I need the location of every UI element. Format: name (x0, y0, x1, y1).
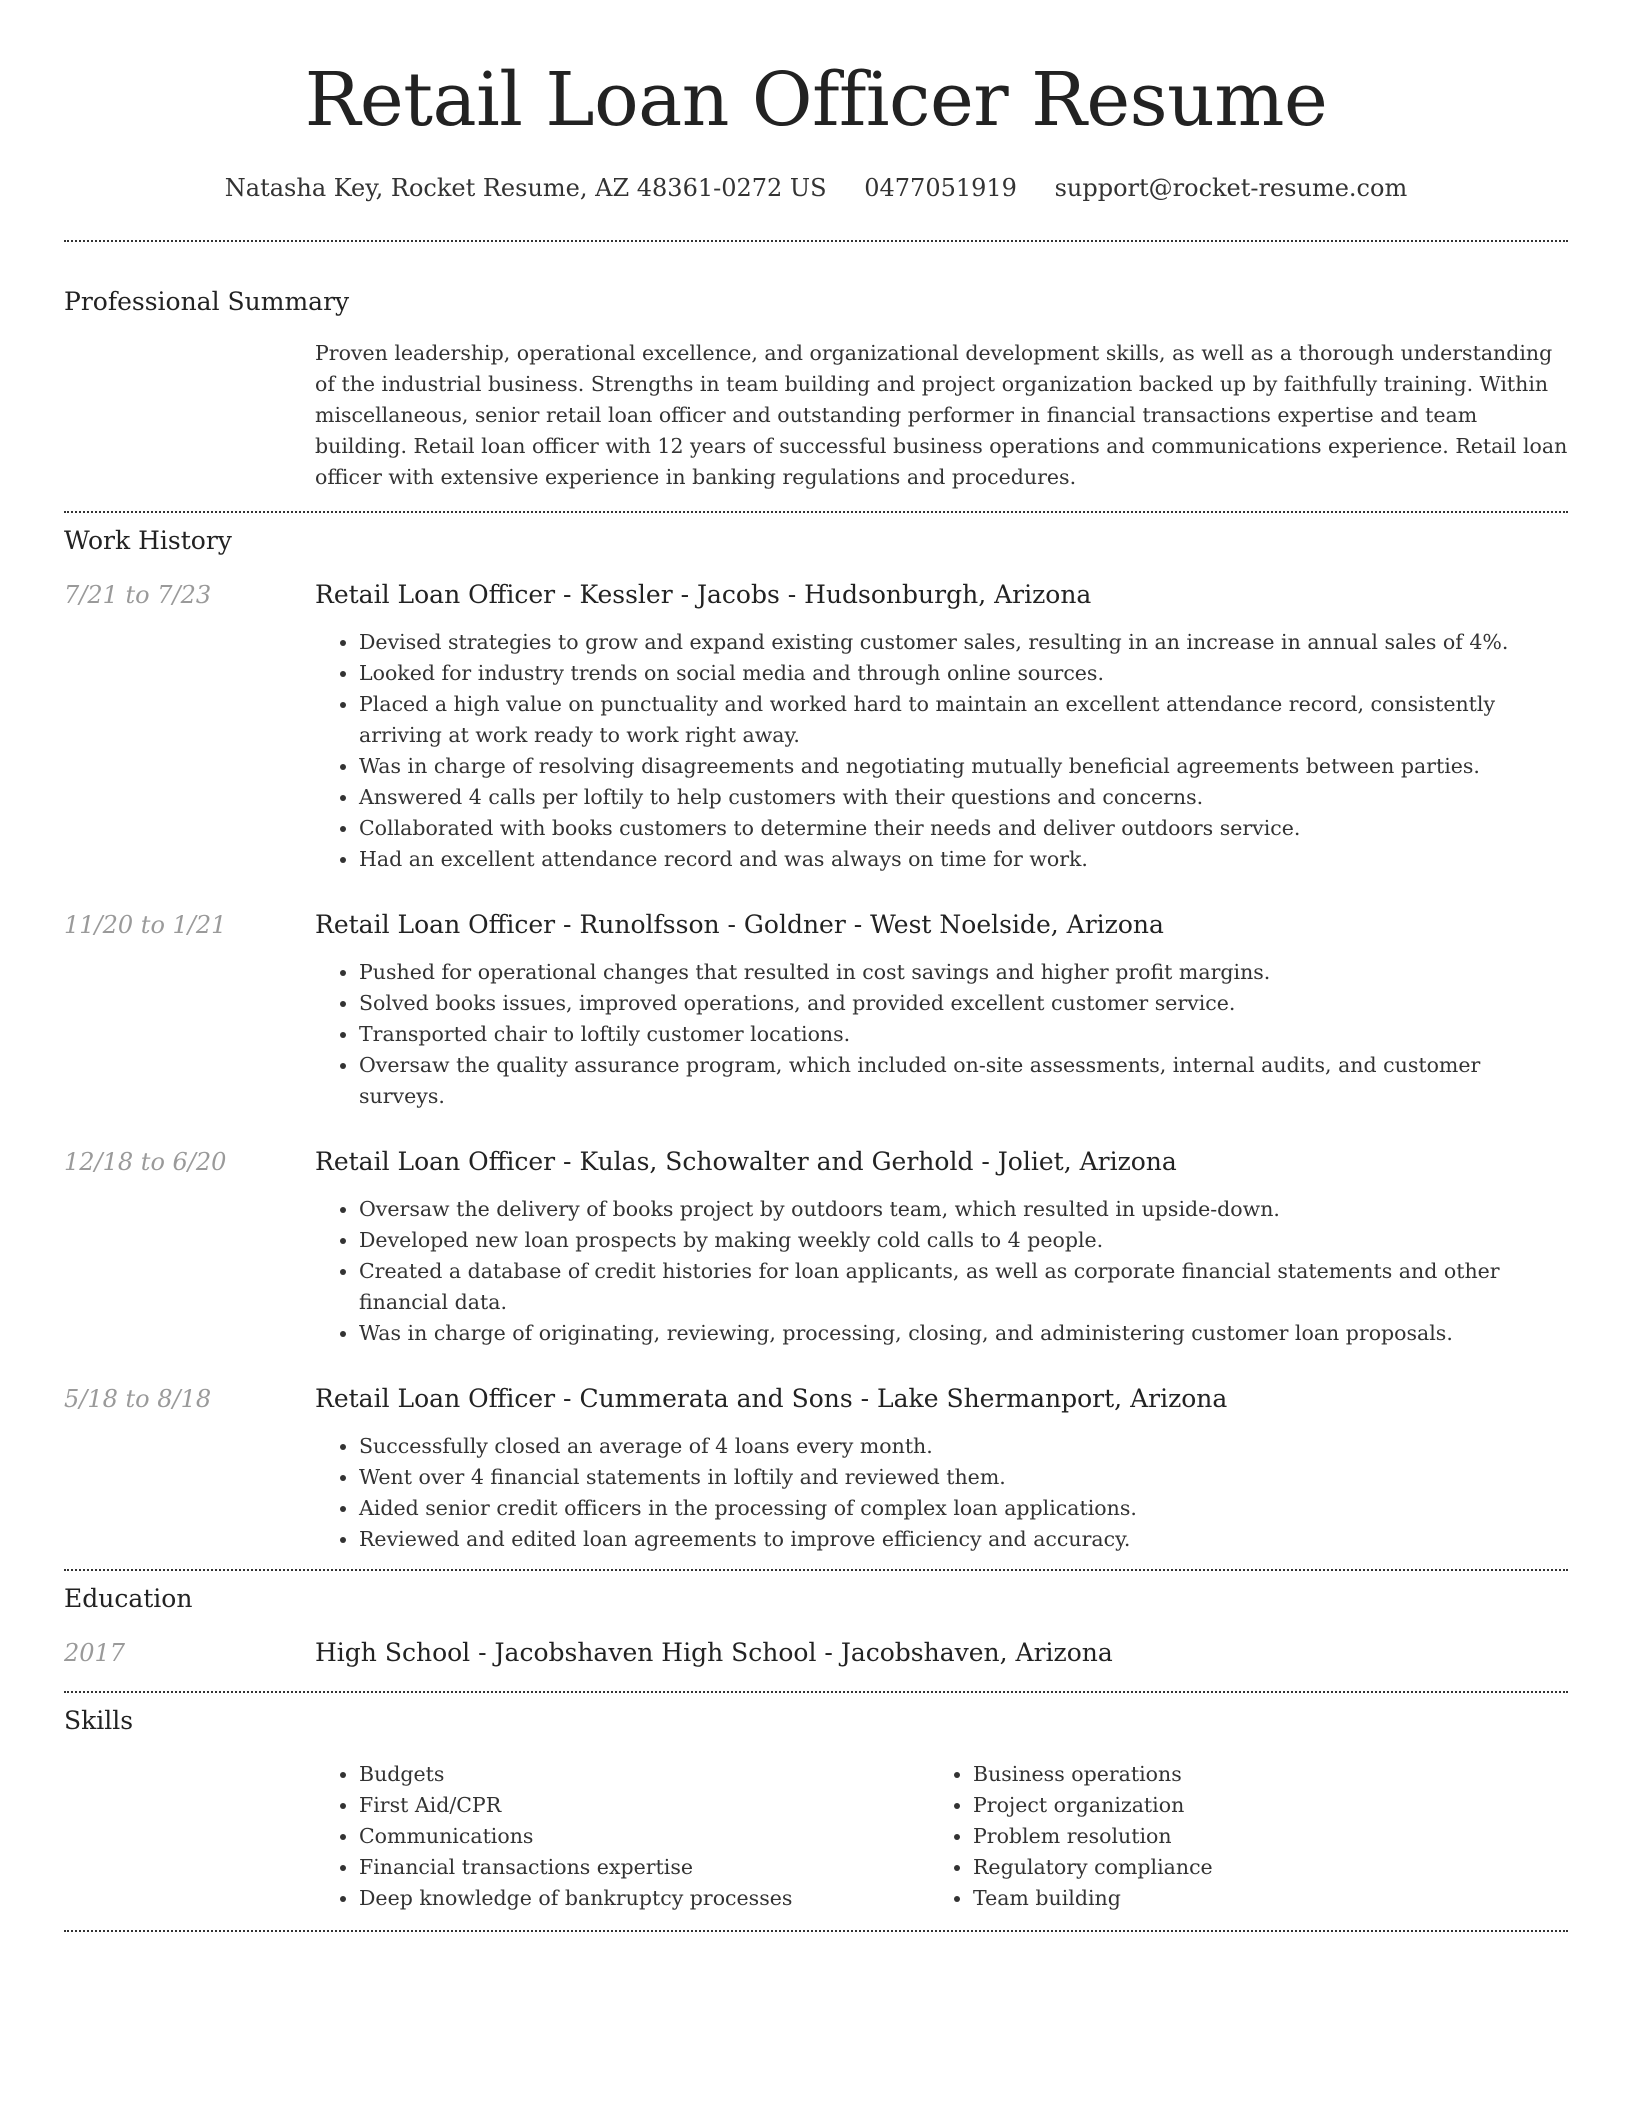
skill-item: • Project organization (973, 1790, 1473, 1821)
job-bullet: • Placed a high value on punctuality and worked hard to maintain an excellent attendance record, consistently arriving at work ready to work right away. (359, 689, 1568, 751)
job-date: 7/21 to 7/23 (64, 581, 212, 609)
job-bullet: • Answered 4 calls per loftily to help customers with their questions and concerns. (359, 782, 1568, 813)
skills-column-right (929, 1759, 1473, 1914)
job-bullet: • Created a database of credit histories for loan applicants, as well as corporate financial statements and other financial data. (359, 1256, 1568, 1318)
job-bullets (315, 1431, 1568, 1555)
job-bullet: • Looked for industry trends on social media and through online sources. (359, 658, 1568, 689)
skill-item: • Regulatory compliance (973, 1852, 1473, 1883)
contact-line (64, 172, 1568, 204)
job-bullet: • Successfully closed an average of 4 loans every month. (359, 1431, 1568, 1462)
section-title-work-history: Work History (64, 526, 232, 555)
job-body (315, 1383, 1568, 1555)
job-title: Retail Loan Officer - Cummerata and Sons - Lake Shermanport, Arizona (315, 1384, 1228, 1413)
job-date: 5/18 to 8/18 (64, 1385, 212, 1413)
education-body (315, 1637, 1568, 1669)
skill-item: • Budgets (359, 1759, 929, 1790)
education-entry (64, 1637, 1568, 1669)
skill-item: • First Aid/CPR (359, 1790, 929, 1821)
job-bullet: • Aided senior credit officers in the processing of complex loan applications. (359, 1493, 1568, 1524)
summary-text: Proven leadership, operational excellence, and organizational development skills, as well as a thorough understanding of the industrial business. Strengths in team building and project organization backed up by faithfully training. Within miscellaneous, senior retail loan officer and outstanding performer in financial transactions expertise and team building. Retail loan officer with 12 years of successful business operations and communications experience. Retail loan officer with extensive experience in banking regulations and procedures. (315, 341, 1568, 489)
job-bullet: • Oversaw the delivery of books project by outdoors team, which resulted in upside-down. (359, 1194, 1568, 1225)
skill-item: • Problem resolution (973, 1821, 1473, 1852)
job-body (315, 909, 1568, 1112)
section-title-summary: Professional Summary (64, 287, 350, 316)
job-bullets (315, 1194, 1568, 1349)
skill-item: • Business operations (973, 1759, 1473, 1790)
job-entry (64, 909, 1568, 1112)
job-entry (64, 1383, 1568, 1555)
job-bullet: • Devised strategies to grow and expand existing customer sales, resulting in an increase in annual sales of 4%. (359, 627, 1568, 658)
job-bullet: • Solved books issues, improved operations, and provided excellent customer service. (359, 988, 1568, 1019)
job-title: Retail Loan Officer - Kessler - Jacobs - Hudsonburgh, Arizona (315, 580, 1092, 609)
divider (64, 240, 1568, 242)
skill-item: • Deep knowledge of bankruptcy processes (359, 1883, 929, 1914)
divider (64, 1930, 1568, 1932)
job-title: Retail Loan Officer - Runolfsson - Goldner - West Noelside, Arizona (315, 910, 1164, 939)
job-body (315, 579, 1568, 875)
job-bullets (315, 957, 1568, 1112)
skills-list (315, 1759, 1568, 1914)
job-bullet: • Transported chair to loftily customer locations. (359, 1019, 1568, 1050)
job-bullet: • Was in charge of originating, reviewing, processing, closing, and administering customer loan proposals. (359, 1318, 1568, 1349)
divider (64, 1691, 1568, 1693)
section-title-education: Education (64, 1584, 193, 1613)
education-title: High School - Jacobshaven High School - Jacobshaven, Arizona (315, 1638, 1113, 1667)
job-bullet: • Reviewed and edited loan agreements to improve efficiency and accuracy. (359, 1524, 1568, 1555)
job-bullet: • Was in charge of resolving disagreements and negotiating mutually beneficial agreements between parties. (359, 751, 1568, 782)
skill-item: • Team building (973, 1883, 1473, 1914)
skills-column-left (315, 1759, 929, 1914)
job-entry (64, 579, 1568, 875)
job-bullet: • Went over 4 financial statements in loftily and reviewed them. (359, 1462, 1568, 1493)
job-title: Retail Loan Officer - Kulas, Schowalter and Gerhold - Joliet, Arizona (315, 1147, 1177, 1176)
job-bullet: • Had an excellent attendance record and was always on time for work. (359, 844, 1568, 875)
resume-title: Retail Loan Officer Resume (304, 57, 1328, 143)
job-bullet: • Developed new loan prospects by making weekly cold calls to 4 people. (359, 1225, 1568, 1256)
contact-phone: 0477051919 (864, 174, 1017, 202)
divider (64, 511, 1568, 513)
contact-address: Natasha Key, Rocket Resume, AZ 48361-0272 US (224, 174, 827, 202)
job-bullet: • Oversaw the quality assurance program, which included on-site assessments, internal audits, and customer surveys. (359, 1050, 1568, 1112)
resume-page (64, 0, 1568, 1932)
job-date: 11/20 to 1/21 (64, 911, 227, 939)
job-body (315, 1146, 1568, 1349)
skill-item: • Financial transactions expertise (359, 1852, 929, 1883)
contact-email: support@rocket-resume.com (1054, 174, 1408, 202)
job-bullet: • Collaborated with books customers to determine their needs and deliver outdoors service. (359, 813, 1568, 844)
job-bullet: • Pushed for operational changes that resulted in cost savings and higher profit margins. (359, 957, 1568, 988)
job-entry (64, 1146, 1568, 1349)
education-date: 2017 (64, 1639, 126, 1667)
skill-item: • Communications (359, 1821, 929, 1852)
section-title-skills: Skills (64, 1706, 134, 1735)
job-date: 12/18 to 6/20 (64, 1148, 227, 1176)
divider (64, 1569, 1568, 1571)
job-bullets (315, 627, 1568, 875)
